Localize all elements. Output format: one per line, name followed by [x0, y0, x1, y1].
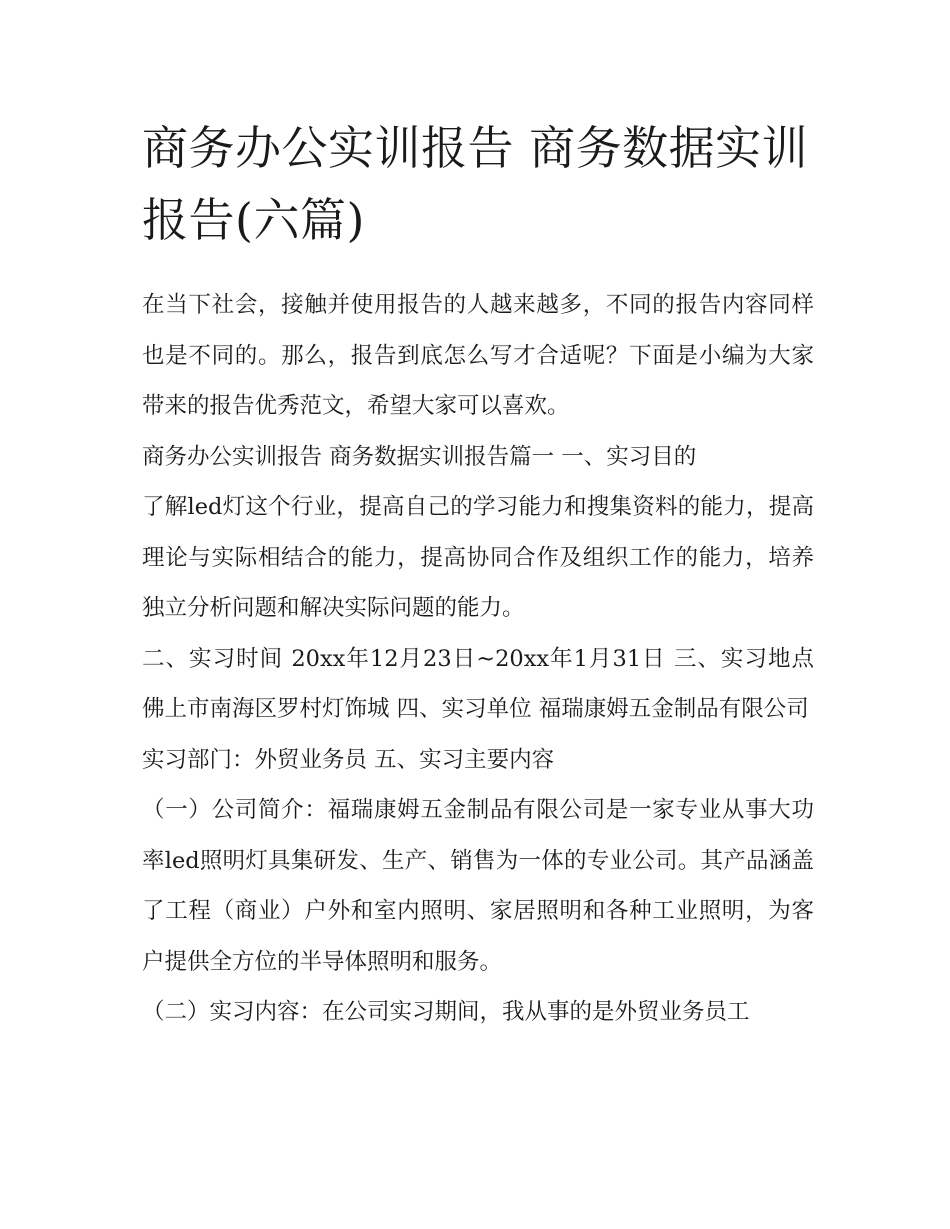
paragraph-purpose: 了解led灯这个行业，提高自己的学习能力和搜集资料的能力，提高理论与实际相结合的能力，提高协同合作及组织工作的能力，培养独立分析问题和解决实际问题的能力。 [142, 494, 814, 621]
paragraph-time-place-unit: 二、实习时间 20xx年12月23日~20xx年1月31日 三、实习地点 佛上市南海区罗村灯饰城 四、实习单位 福瑞康姆五金制品有限公司 [142, 645, 814, 722]
paragraph-department: 实习部门：外贸业务员 五、实习主要内容 [142, 746, 555, 773]
document-body [142, 280, 814, 1038]
paragraph-company-intro: （一）公司简介：福瑞康姆五金制品有限公司是一家专业从事大功率led照明灯具集研发、生产、销售为一体的专业公司。其产品涵盖了工程（商业）户外和室内照明、家居照明和各种工业照明，为客户提供全方位的半导体照明和服务。 [142, 797, 814, 975]
paragraph-internship-content: （二）实习内容：在公司实习期间，我从事的是外贸业务员工 [142, 999, 750, 1025]
paragraph-intro: 在当下社会，接触并使用报告的人越来越多，不同的报告内容同样也是不同的。那么，报告到底怎么写才合适呢？下面是小编为大家带来的报告优秀范文，希望大家可以喜欢。 [142, 292, 814, 419]
paragraph-section-one-heading: 商务办公实训报告 商务数据实训报告篇一 一、实习目的 [142, 443, 697, 470]
document-title: 商务办公实训报告 商务数据实训报告(六篇) [142, 121, 809, 247]
